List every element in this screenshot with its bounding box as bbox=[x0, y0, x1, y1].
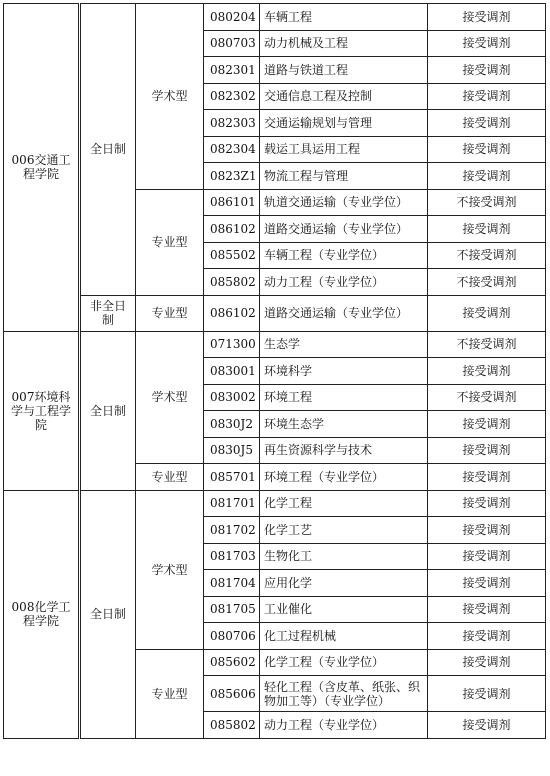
major-name-cell: 物流工程与管理 bbox=[260, 163, 428, 190]
table-row bbox=[4, 4, 546, 31]
degree-type-cell: 学术型 bbox=[136, 4, 204, 190]
major-code-cell: 086101 bbox=[204, 189, 260, 216]
school-name-cell: 008化学工程学院 bbox=[4, 490, 80, 738]
major-name-cell: 轻化工程（含皮革、纸张、织物加工等）（专业学位） bbox=[260, 676, 428, 712]
adjustment-status-cell: 接受调剂 bbox=[428, 712, 546, 739]
major-name-cell: 化学工程 bbox=[260, 490, 428, 517]
major-name-cell: 道路交通运输（专业学位） bbox=[260, 295, 428, 331]
adjustment-status-cell: 不接受调剂 bbox=[428, 384, 546, 411]
major-code-cell: 081703 bbox=[204, 543, 260, 570]
adjustment-status-cell: 接受调剂 bbox=[428, 83, 546, 110]
major-code-cell: 0823Z1 bbox=[204, 163, 260, 190]
adjustment-status-cell: 接受调剂 bbox=[428, 596, 546, 623]
adjustment-table bbox=[3, 3, 546, 739]
major-name-cell: 动力工程（专业学位） bbox=[260, 712, 428, 739]
major-name-cell: 动力机械及工程 bbox=[260, 30, 428, 57]
adjustment-status-cell: 接受调剂 bbox=[428, 676, 546, 712]
adjustment-status-cell: 不接受调剂 bbox=[428, 331, 546, 358]
major-code-cell: 081702 bbox=[204, 517, 260, 544]
major-name-cell: 交通运输规划与管理 bbox=[260, 110, 428, 137]
study-mode-cell: 非全日制 bbox=[80, 295, 136, 331]
major-code-cell: 081705 bbox=[204, 596, 260, 623]
adjustment-status-cell: 接受调剂 bbox=[428, 4, 546, 31]
major-code-cell: 086102 bbox=[204, 295, 260, 331]
adjustment-status-cell: 接受调剂 bbox=[428, 110, 546, 137]
major-code-cell: 083002 bbox=[204, 384, 260, 411]
adjustment-status-cell: 接受调剂 bbox=[428, 163, 546, 190]
school-name-cell: 006交通工程学院 bbox=[4, 4, 80, 332]
major-code-cell: 082303 bbox=[204, 110, 260, 137]
adjustment-status-cell: 接受调剂 bbox=[428, 358, 546, 385]
major-code-cell: 080706 bbox=[204, 623, 260, 650]
major-name-cell: 再生资源科学与技术 bbox=[260, 437, 428, 464]
adjustment-status-cell: 接受调剂 bbox=[428, 543, 546, 570]
major-code-cell: 082304 bbox=[204, 136, 260, 163]
adjustment-status-cell: 接受调剂 bbox=[428, 570, 546, 597]
degree-type-cell: 学术型 bbox=[136, 490, 204, 649]
major-code-cell: 085602 bbox=[204, 649, 260, 676]
major-code-cell: 0830J2 bbox=[204, 411, 260, 438]
major-name-cell: 动力工程（专业学位） bbox=[260, 269, 428, 296]
major-code-cell: 082301 bbox=[204, 57, 260, 84]
major-name-cell: 生物化工 bbox=[260, 543, 428, 570]
major-code-cell: 085502 bbox=[204, 242, 260, 269]
major-name-cell: 交通信息工程及控制 bbox=[260, 83, 428, 110]
degree-type-cell: 专业型 bbox=[136, 464, 204, 491]
major-name-cell: 化学工艺 bbox=[260, 517, 428, 544]
major-code-cell: 085606 bbox=[204, 676, 260, 712]
major-name-cell: 轨道交通运输（专业学位） bbox=[260, 189, 428, 216]
degree-type-cell: 专业型 bbox=[136, 649, 204, 738]
adjustment-status-cell: 接受调剂 bbox=[428, 437, 546, 464]
major-name-cell: 道路与铁道工程 bbox=[260, 57, 428, 84]
major-name-cell: 道路交通运输（专业学位） bbox=[260, 216, 428, 243]
major-name-cell: 环境工程（专业学位） bbox=[260, 464, 428, 491]
adjustment-status-cell: 接受调剂 bbox=[428, 649, 546, 676]
major-code-cell: 085701 bbox=[204, 464, 260, 491]
school-name-cell: 007环境科学与工程学院 bbox=[4, 331, 80, 490]
major-code-cell: 081704 bbox=[204, 570, 260, 597]
table-row bbox=[4, 295, 546, 331]
study-mode-cell: 全日制 bbox=[80, 4, 136, 296]
major-name-cell: 车辆工程 bbox=[260, 4, 428, 31]
major-name-cell: 工业催化 bbox=[260, 596, 428, 623]
adjustment-status-cell: 接受调剂 bbox=[428, 295, 546, 331]
major-code-cell: 086102 bbox=[204, 216, 260, 243]
degree-type-cell: 专业型 bbox=[136, 295, 204, 331]
major-name-cell: 环境科学 bbox=[260, 358, 428, 385]
study-mode-cell: 全日制 bbox=[80, 331, 136, 490]
adjustment-status-cell: 接受调剂 bbox=[428, 464, 546, 491]
major-name-cell: 车辆工程（专业学位） bbox=[260, 242, 428, 269]
adjustment-status-cell: 接受调剂 bbox=[428, 30, 546, 57]
major-name-cell: 应用化学 bbox=[260, 570, 428, 597]
major-name-cell: 化学工程（专业学位） bbox=[260, 649, 428, 676]
adjustment-status-cell: 接受调剂 bbox=[428, 490, 546, 517]
degree-type-cell: 学术型 bbox=[136, 331, 204, 464]
major-code-cell: 083001 bbox=[204, 358, 260, 385]
study-mode-cell: 全日制 bbox=[80, 490, 136, 738]
adjustment-status-cell: 接受调剂 bbox=[428, 57, 546, 84]
major-name-cell: 化工过程机械 bbox=[260, 623, 428, 650]
major-code-cell: 082302 bbox=[204, 83, 260, 110]
adjustment-status-cell: 接受调剂 bbox=[428, 411, 546, 438]
adjustment-status-cell: 接受调剂 bbox=[428, 216, 546, 243]
adjustment-status-cell: 不接受调剂 bbox=[428, 242, 546, 269]
adjustment-status-cell: 接受调剂 bbox=[428, 623, 546, 650]
major-name-cell: 生态学 bbox=[260, 331, 428, 358]
major-name-cell: 环境生态学 bbox=[260, 411, 428, 438]
adjustment-status-cell: 不接受调剂 bbox=[428, 189, 546, 216]
table-row bbox=[4, 490, 546, 517]
major-name-cell: 载运工具运用工程 bbox=[260, 136, 428, 163]
major-code-cell: 071300 bbox=[204, 331, 260, 358]
adjustment-status-cell: 不接受调剂 bbox=[428, 269, 546, 296]
major-code-cell: 085802 bbox=[204, 269, 260, 296]
major-name-cell: 环境工程 bbox=[260, 384, 428, 411]
adjustment-status-cell: 接受调剂 bbox=[428, 517, 546, 544]
major-code-cell: 080204 bbox=[204, 4, 260, 31]
major-code-cell: 085802 bbox=[204, 712, 260, 739]
adjustment-status-cell: 接受调剂 bbox=[428, 136, 546, 163]
major-code-cell: 081701 bbox=[204, 490, 260, 517]
degree-type-cell: 专业型 bbox=[136, 189, 204, 295]
major-code-cell: 080703 bbox=[204, 30, 260, 57]
major-code-cell: 0830J5 bbox=[204, 437, 260, 464]
table-row bbox=[4, 331, 546, 358]
table-body bbox=[4, 4, 546, 739]
